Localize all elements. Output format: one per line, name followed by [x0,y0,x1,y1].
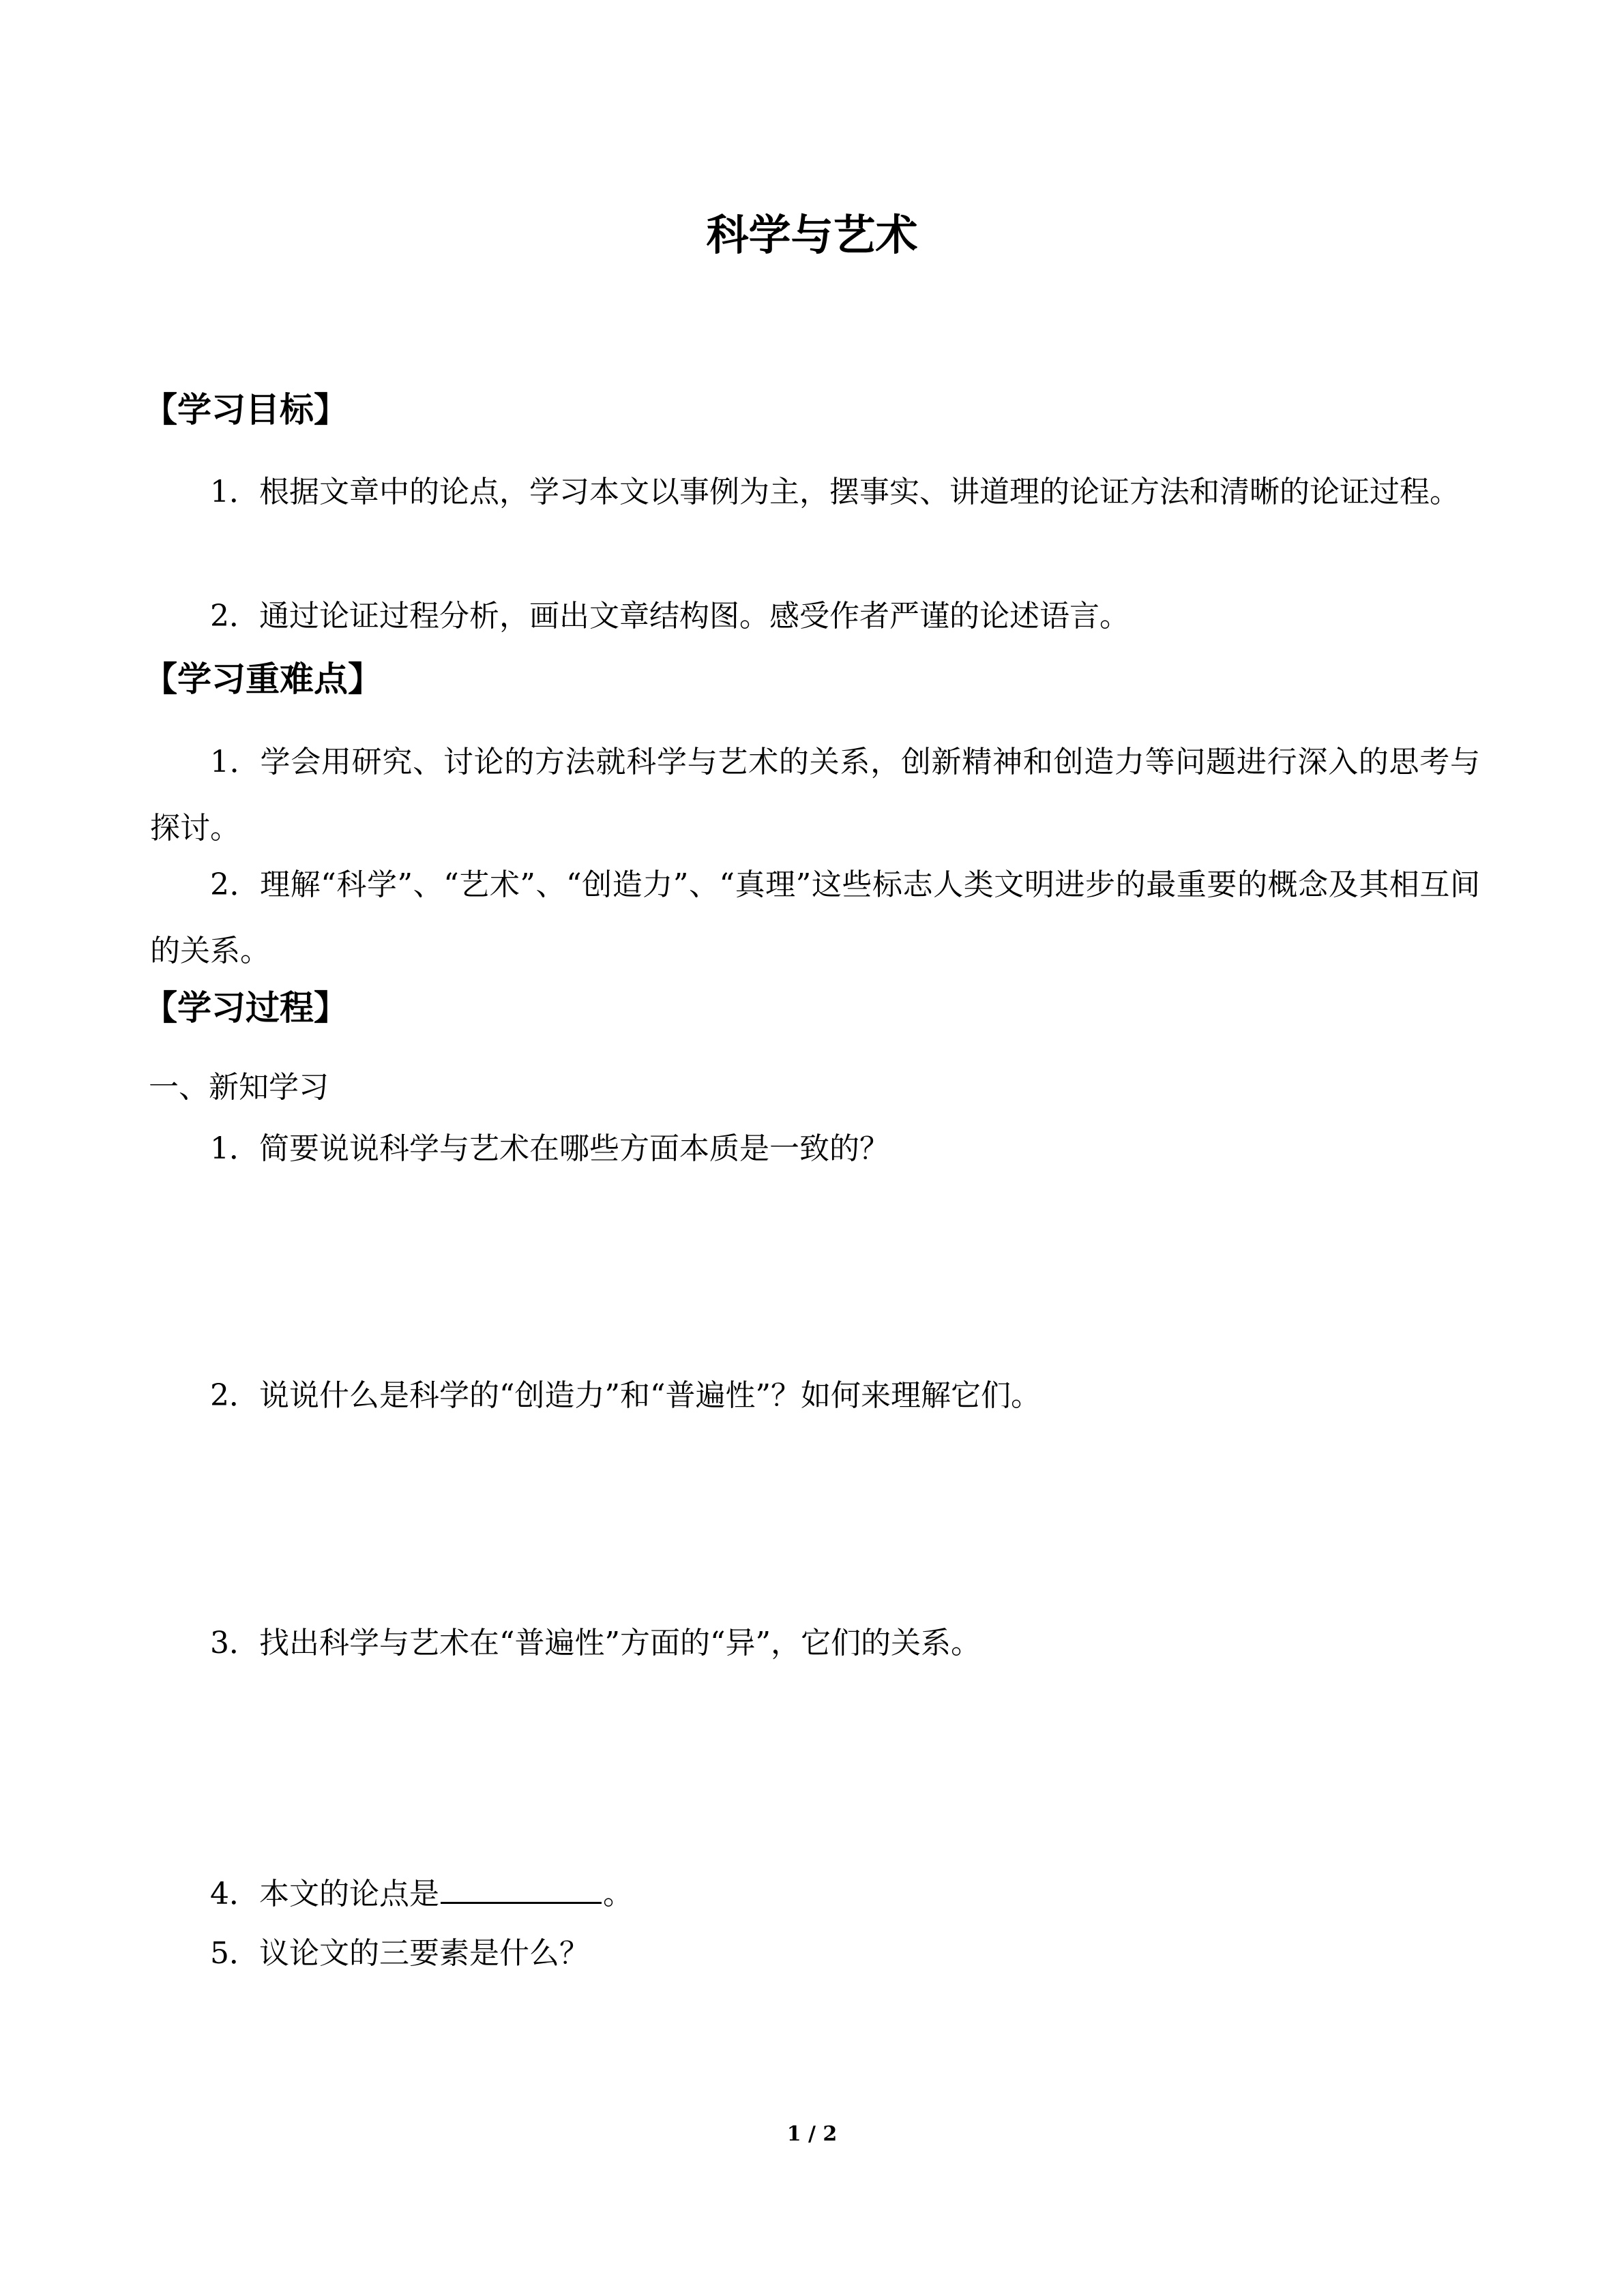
subsection-heading-new-knowledge: 一、新知学习 [149,1070,329,1105]
answer-blank[interactable] [441,1870,602,1904]
page-number: 1 / 2 [786,2122,838,2146]
section-heading-process: 【学习过程】 [143,988,348,1028]
key-point-item-2: 2．理解“科学”、“艺术”、“创造力”、“真理”这些标志人类文明进步的最重要的概念及其相互间的关系。 [150,867,1480,968]
section-heading-key-points: 【学习重难点】 [143,659,382,699]
question-4-fill-blank [210,1870,633,1915]
objective-item-1: 1．根据文章中的论点，学习本文以事例为主，摆事实、讲道理的论证方法和清晰的论证过程。 [210,475,1460,509]
question-2: 2．说说什么是科学的“创造力”和“普遍性”？如何来理解它们。 [210,1378,1041,1413]
question-1: 1．简要说说科学与艺术在哪些方面本质是一致的？ [210,1131,889,1166]
question-3: 3．找出科学与艺术在“普遍性”方面的“异”，它们的关系。 [210,1626,981,1660]
key-point-item-1: 1．学会用研究、讨论的方法就科学与艺术的关系，创新精神和创造力等问题进行深入的思考与探讨。 [150,745,1480,846]
question-5: 5．议论文的三要素是什么？ [210,1936,589,1971]
question-4-prefix: 4．本文的论点是 [210,1877,439,1911]
document-title: 科学与艺术 [706,210,918,260]
question-4-suffix: 。 [603,1877,633,1911]
objective-item-2: 2．通过论证过程分析，画出文章结构图。感受作者严谨的论述语言。 [210,599,1130,633]
section-heading-objectives: 【学习目标】 [143,390,348,430]
